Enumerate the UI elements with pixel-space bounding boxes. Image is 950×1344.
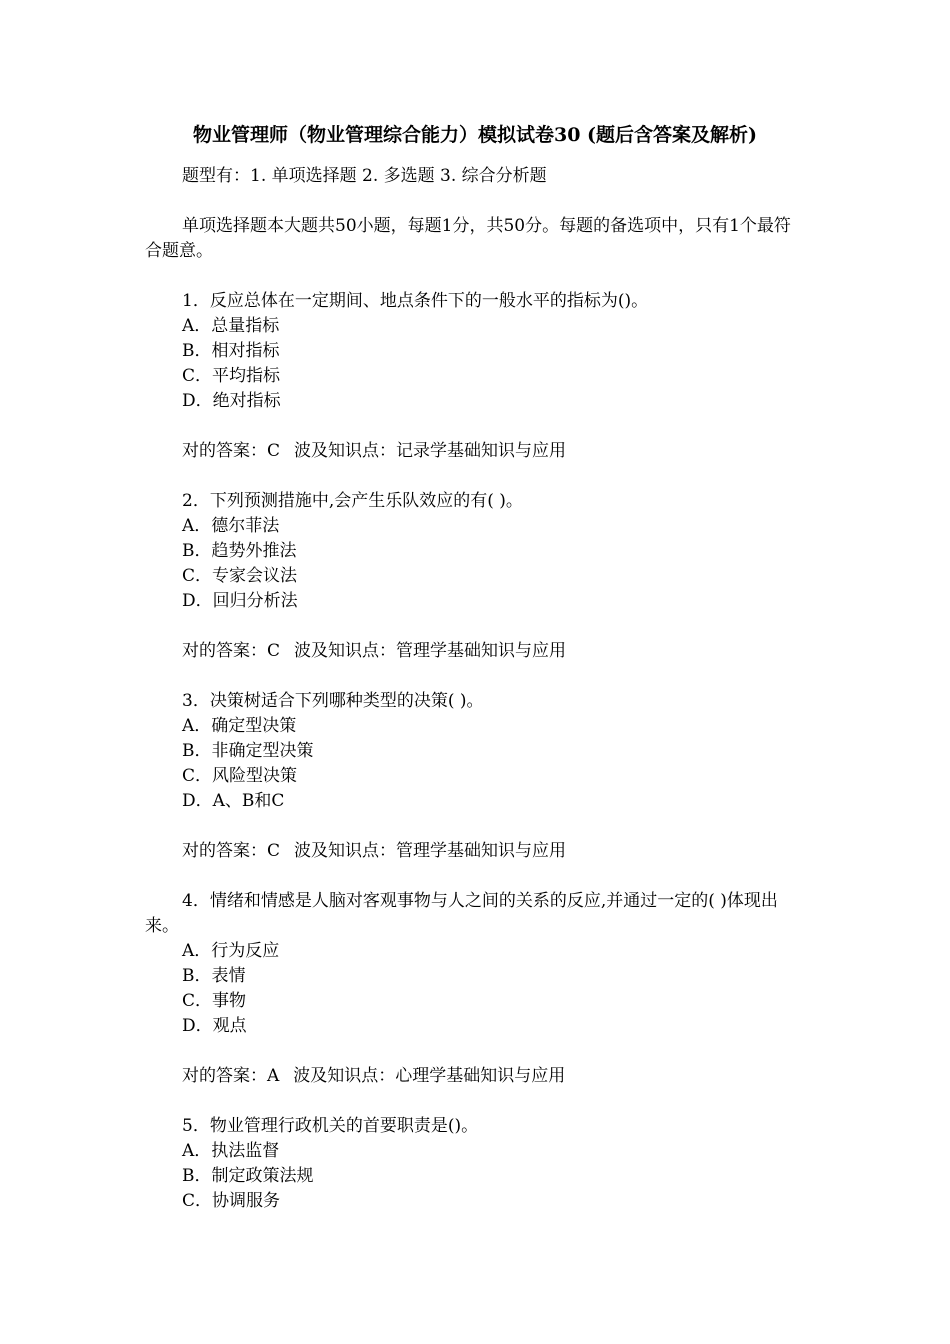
spacer — [145, 614, 805, 639]
question-stem: 4．情绪和情感是人脑对客观事物与人之间的关系的反应,并通过一定的( )体现出来。 — [145, 891, 778, 936]
option-a: A．行为反应 — [182, 941, 280, 961]
option-b: B．相对指标 — [182, 341, 280, 361]
question-stem: 2．下列预测措施中,会产生乐队效应的有( )。 — [182, 491, 523, 511]
spacer — [145, 414, 805, 439]
spacer — [145, 664, 805, 689]
option-a: A．执法监督 — [182, 1141, 280, 1161]
option-a: A．德尔菲法 — [182, 516, 280, 536]
answer-text: 对的答案：A — [182, 1066, 280, 1086]
answer-line — [145, 1064, 805, 1089]
question-stem: 1．反应总体在一定期间、地点条件下的一般水平的指标为()。 — [182, 291, 649, 311]
question-2 — [145, 489, 805, 689]
knowledge-point: 波及知识点：记录学基础知识与应用 — [294, 441, 567, 461]
answer-line — [145, 439, 805, 464]
document-title: 物业管理师（物业管理综合能力）模拟试卷30 (题后含答案及解析) — [192, 124, 758, 146]
knowledge-point: 波及知识点：心理学基础知识与应用 — [293, 1066, 566, 1086]
question-1 — [145, 289, 805, 489]
answer-text: 对的答案：C — [182, 841, 281, 861]
option-b: B．趋势外推法 — [182, 541, 297, 561]
option-d: D．A、B和C — [182, 791, 285, 811]
option-b: B．表情 — [182, 966, 246, 986]
option-c: C．专家会议法 — [182, 566, 298, 586]
question-stem: 3．决策树适合下列哪种类型的决策( )。 — [182, 691, 484, 711]
spacer — [145, 189, 805, 214]
option-a: A．确定型决策 — [182, 716, 297, 736]
spacer — [145, 264, 805, 289]
option-d: D．观点 — [182, 1016, 247, 1036]
option-c: C．风险型决策 — [182, 766, 298, 786]
option-c: C．协调服务 — [182, 1191, 281, 1211]
option-c: C．事物 — [182, 991, 247, 1011]
option-d: D．回归分析法 — [182, 591, 298, 611]
option-a: A．总量指标 — [182, 316, 280, 336]
question-5 — [145, 1114, 805, 1214]
option-b: B．非确定型决策 — [182, 741, 314, 761]
spacer — [145, 864, 805, 889]
answer-line — [145, 639, 805, 664]
knowledge-point: 波及知识点：管理学基础知识与应用 — [294, 841, 567, 861]
spacer — [145, 814, 805, 839]
spacer — [145, 464, 805, 489]
question-types-line: 题型有：1. 单项选择题 2. 多选题 3. 综合分析题 — [182, 166, 547, 186]
knowledge-point: 波及知识点：管理学基础知识与应用 — [294, 641, 567, 661]
answer-text: 对的答案：C — [182, 441, 281, 461]
option-d: D．绝对指标 — [182, 391, 281, 411]
question-3 — [145, 689, 805, 889]
spacer — [145, 1039, 805, 1064]
answer-line — [145, 839, 805, 864]
question-4 — [145, 889, 805, 1114]
option-b: B．制定政策法规 — [182, 1166, 314, 1186]
section-intro: 单项选择题本大题共50小题，每题1分，共50分。每题的备选项中，只有1个最符合题意。 — [145, 216, 791, 261]
option-c: C．平均指标 — [182, 366, 281, 386]
answer-text: 对的答案：C — [182, 641, 281, 661]
question-stem: 5．物业管理行政机关的首要职责是()。 — [182, 1116, 479, 1136]
spacer — [145, 1089, 805, 1114]
